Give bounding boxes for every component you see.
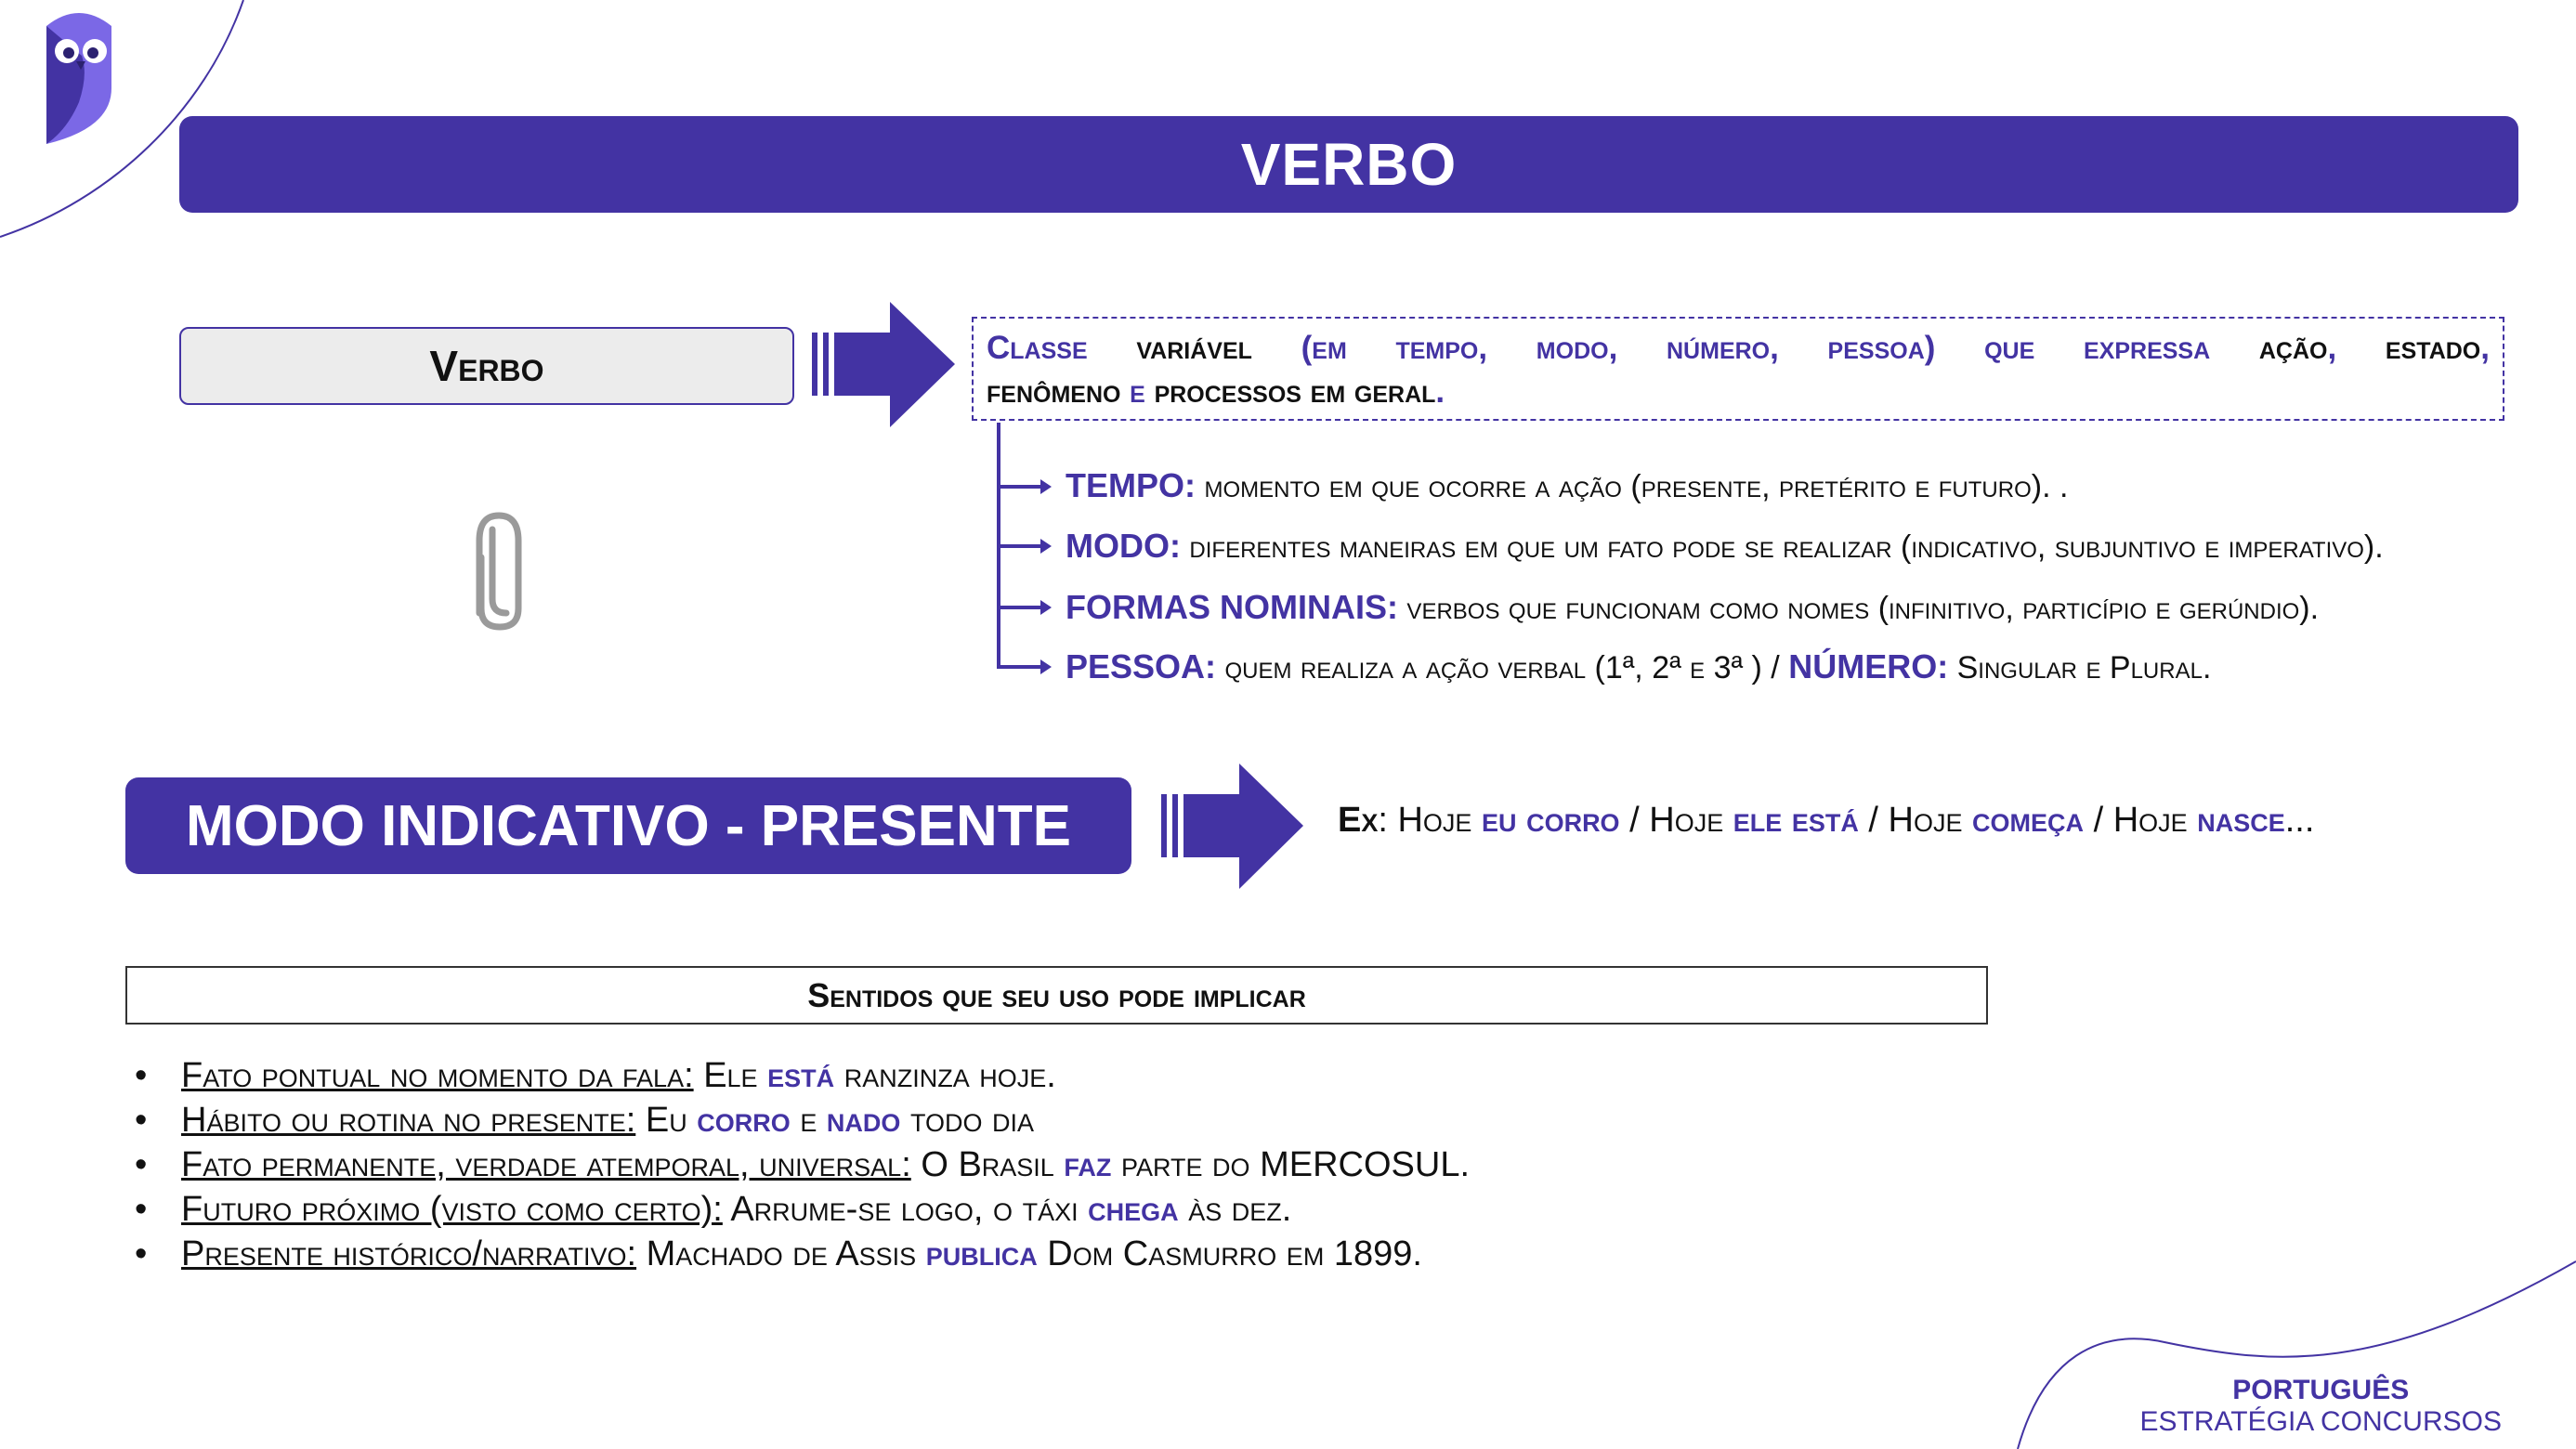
feature-text: momento em que ocorre a ação (presente, pretérito e futuro). .	[1196, 469, 2069, 504]
feature-key: MODO:	[1066, 527, 1181, 565]
sentidos-box	[125, 966, 1988, 1025]
page-title: VERBO	[1240, 131, 1458, 198]
def-part: variável	[1087, 330, 1301, 366]
list-item	[135, 1187, 1470, 1232]
bullet-icon: •	[135, 1145, 148, 1184]
bullet-icon: •	[135, 1190, 148, 1229]
verbo-label: Verbo	[429, 342, 544, 390]
list-item-term: Hábito ou rotina no presente:	[181, 1101, 636, 1140]
bullet-icon: •	[135, 1234, 148, 1273]
example-verb: nasce	[2197, 801, 2285, 840]
feature-key: NÚMERO:	[1788, 647, 1949, 685]
list-item-text: Arrume-se logo, o táxi	[722, 1190, 1089, 1229]
arrow-right-icon	[812, 302, 955, 427]
feature-formas-nominais	[1066, 586, 2319, 630]
example-verb: eu corro	[1482, 801, 1620, 840]
example-text: / Hoje	[1619, 801, 1733, 840]
list-item-text: Machado de Assis	[636, 1234, 926, 1273]
feature-text: verbos que funcionam como nomes (infinitivo, particípio e gerúndio).	[1397, 591, 2320, 626]
bullet-icon: •	[135, 1101, 148, 1140]
feature-pessoa	[1066, 646, 2211, 689]
modo-indicativo-box	[125, 777, 1131, 874]
def-part: ação	[2210, 330, 2328, 366]
list-item-verb: faz	[1064, 1145, 1112, 1184]
list-item-verb: corro	[697, 1101, 791, 1140]
example-text: / Hoje	[2084, 801, 2198, 840]
def-part: estado	[2336, 330, 2481, 366]
def-part: Classe	[987, 330, 1088, 366]
list-item	[135, 1142, 1470, 1187]
list-item-text: Dom Casmurro em 1899.	[1037, 1234, 1422, 1273]
feature-text: diferentes maneiras em que um fato pode se realizar (indicativo, subjuntivo e imperativo).	[1180, 529, 2384, 565]
footer-subject: PORTUGUÊS	[2232, 1375, 2410, 1405]
footer-brand: ESTRATÉGIA CONCURSOS	[2139, 1406, 2502, 1437]
list-item-verb: está	[767, 1056, 835, 1095]
example-text: ...	[2284, 801, 2315, 840]
list-item-text: ranzinza hoje.	[834, 1056, 1056, 1095]
def-part: (em tempo, modo, número, pessoa) que expressa	[1301, 330, 2211, 366]
owl-logo-icon	[46, 13, 111, 144]
feature-key: FORMAS NOMINAIS:	[1066, 588, 1398, 626]
feature-key: PESSOA:	[1066, 647, 1217, 685]
list-item-text: às dez.	[1178, 1190, 1292, 1229]
example-text: :	[1378, 801, 1398, 840]
feature-modo	[1066, 525, 2384, 568]
list-item-term: Fato pontual no momento da fala:	[181, 1056, 694, 1095]
list-item-text: Ele	[693, 1056, 768, 1095]
list-item-term: Futuro próximo (visto como certo):	[181, 1190, 723, 1229]
list-item-text: todo dia	[900, 1101, 1035, 1140]
modo-title: MODO INDICATIVO - PRESENTE	[185, 793, 1071, 858]
feature-text: quem realiza a ação verbal (1ª, 2ª e 3ª ) /	[1216, 650, 1789, 685]
list-item-verb: publica	[925, 1234, 1038, 1273]
list-item-term: Fato permanente, verdade atemporal, universal:	[181, 1145, 911, 1184]
example-text: / Hoje	[1858, 801, 1973, 840]
example-text: Hoje	[1397, 801, 1482, 840]
paperclip-icon	[479, 516, 518, 627]
title-bar	[179, 116, 2518, 213]
feature-tempo	[1066, 464, 2068, 508]
list-item-text: Eu	[635, 1101, 698, 1140]
list-item-text: parte do MERCOSUL.	[1111, 1145, 1471, 1184]
def-part: fenômeno	[987, 373, 1121, 410]
def-part: processos em geral	[1154, 373, 1436, 410]
list-item-verb: nado	[826, 1101, 901, 1140]
list-item	[135, 1053, 1470, 1098]
list-item	[135, 1232, 1470, 1276]
arrow-right-icon	[1161, 764, 1303, 889]
feature-text: Singular e Plural.	[1948, 650, 2212, 685]
footer	[2139, 1375, 2502, 1438]
list-item-text: O Brasil	[910, 1145, 1065, 1184]
list-item-term: Presente histórico/narrativo:	[181, 1234, 637, 1273]
definition-box	[972, 317, 2504, 421]
sentidos-list	[135, 1053, 1470, 1276]
list-item-text: e	[790, 1101, 827, 1140]
example-verb: começa	[1972, 801, 2085, 840]
feature-tree-lines	[999, 423, 1052, 674]
def-part: .	[1435, 373, 1445, 410]
verbo-box	[179, 327, 794, 405]
list-item	[135, 1098, 1470, 1142]
list-item-verb: chega	[1088, 1190, 1179, 1229]
def-part: ,	[2480, 330, 2490, 366]
feature-key: TEMPO:	[1066, 466, 1196, 504]
bullet-icon: •	[135, 1056, 148, 1095]
def-part: e	[1120, 373, 1155, 410]
sentidos-title: Sentidos que seu uso pode implicar	[807, 975, 1306, 1014]
example-line	[1338, 801, 2314, 841]
example-verb: ele está	[1733, 801, 1859, 840]
example-label: Ex	[1338, 801, 1379, 840]
def-part: ,	[2327, 330, 2337, 366]
